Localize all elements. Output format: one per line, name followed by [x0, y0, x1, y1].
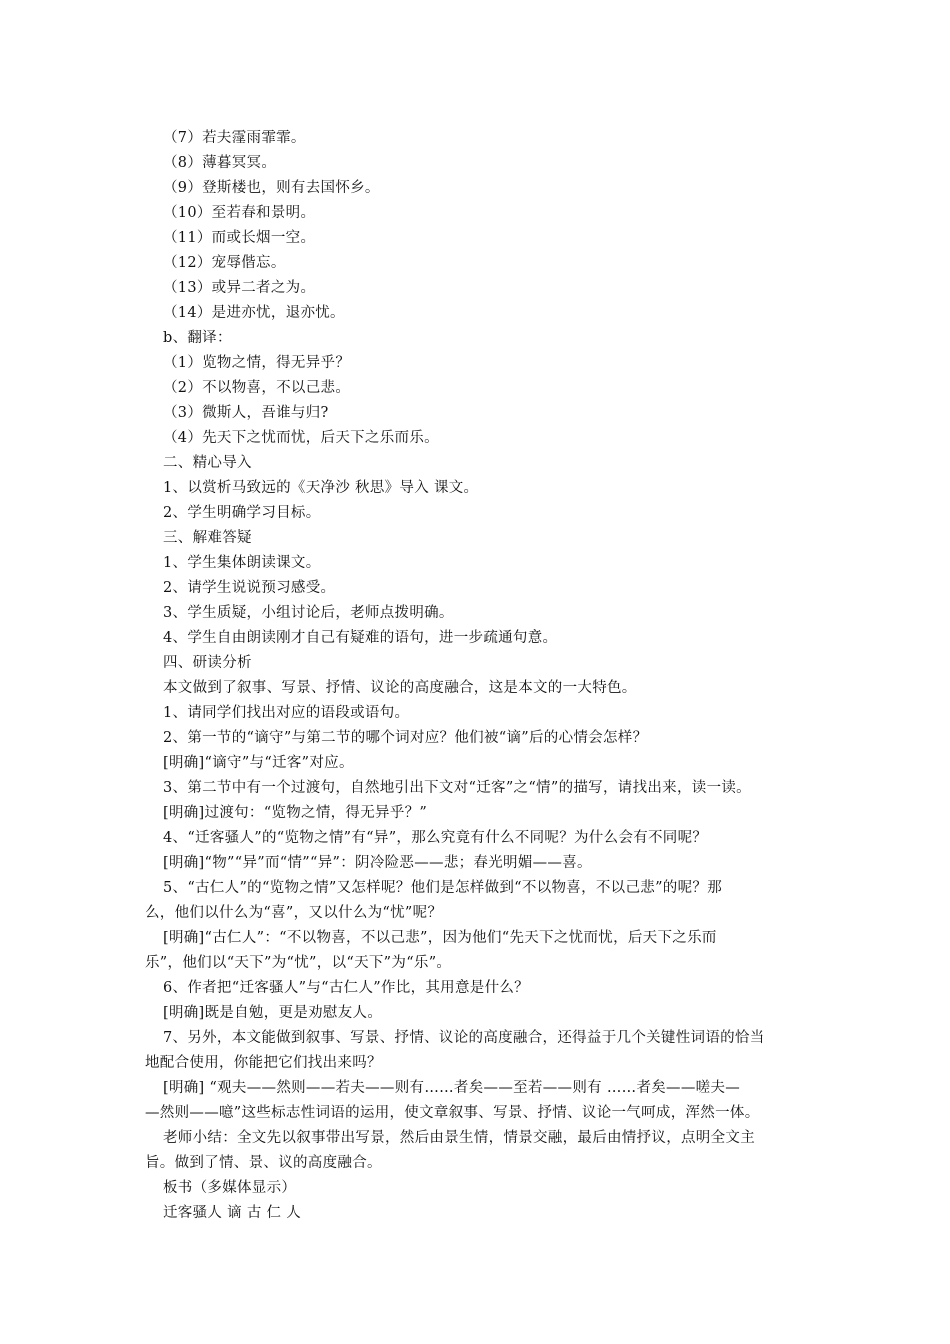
text-line: 老师小结：全文先以叙事带出写景，然后由景生情，情景交融，最后由情抒议，点明全文主 [163, 1130, 755, 1146]
text-line: 乐”，他们以“天下”为“忧”，以“天下”为“乐”。 [145, 955, 452, 971]
text-line: （14）是进亦忧，退亦忧。 [163, 305, 345, 321]
text-line: （2）不以物喜，不以己悲。 [163, 380, 351, 396]
text-line: 么，他们以什么为“喜”，又以什么为“忧”呢？ [145, 905, 443, 921]
text-line: 2、请学生说说预习感受。 [163, 580, 336, 596]
text-line: 5、“古仁人”的“览物之情”又怎样呢？他们是怎样做到“不以物喜，不以己悲”的呢？那 [163, 880, 722, 896]
text-line: （3）微斯人，吾谁与归? [163, 405, 329, 421]
text-line: （1）览物之情，得无异乎？ [163, 355, 351, 371]
text-line: 6、作者把“迁客骚人”与“古仁人”作比，其用意是什么？ [163, 980, 529, 996]
text-line: [明确]“物”“异”而“情”“异”：阴冷险恶——悲；春光明媚——喜。 [163, 855, 592, 871]
text-line: （4）先天下之忧而忧，后天下之乐而乐。 [163, 430, 439, 446]
text-line: 板书（多媒体显示） [163, 1180, 297, 1196]
text-line: （12）宠辱偕忘。 [163, 255, 286, 271]
text-line: [明确] “观夫——然则——若夫——则有……者矣——至若——则有 ……者矣——嗟夫— [163, 1080, 741, 1096]
text-line: （13）或异二者之为。 [163, 280, 316, 296]
section-heading: 三、解难答疑 [163, 530, 252, 546]
text-line: [明确]“古仁人”：“不以物喜，不以己悲”，因为他们“先天下之忧而忧，后天下之乐而 [163, 930, 717, 946]
text-line: （9）登斯楼也，则有去国怀乡。 [163, 180, 380, 196]
text-line: 7、另外，本文能做到叙事、写景、抒情、议论的高度融合，还得益于几个关键性词语的恰当 [163, 1030, 765, 1046]
text-line: —然则——噫”这些标志性词语的运用，使文章叙事、写景、抒情、议论一气呵成，浑然一体。 [145, 1105, 760, 1121]
text-line: （10）至若春和景明。 [163, 205, 316, 221]
text-line: 迁客骚人 谪 古 仁 人 [163, 1205, 302, 1221]
text-line: 4、学生自由朗读刚才自己有疑难的语句，进一步疏通句意。 [163, 630, 558, 646]
text-line: 2、第一节的“谪守”与第二节的哪个词对应？他们被“谪”后的心情会怎样？ [163, 730, 648, 746]
text-line: （8）薄暮冥冥。 [163, 155, 277, 171]
text-line: b、翻译： [163, 330, 232, 346]
text-line: [明确]过渡句：“览物之情，得无异乎？” [163, 805, 428, 821]
text-line: 1、学生集体朗读课文。 [163, 555, 321, 571]
text-line: [明确]既是自勉，更是劝慰友人。 [163, 1005, 383, 1021]
text-line: 1、以赏析马致远的《天净沙 秋思》导入 课文。 [163, 480, 479, 496]
text-line: 3、第二节中有一个过渡句，自然地引出下文对“迁客”之“情”的描写，请找出来，读一读。 [163, 780, 751, 796]
text-line: 2、学生明确学习目标。 [163, 505, 321, 521]
text-line: （11）而或长烟一空。 [163, 230, 316, 246]
text-line: 3、学生质疑，小组讨论后，老师点拨明确。 [163, 605, 454, 621]
text-line: 旨。做到了情、景、议的高度融合。 [145, 1155, 382, 1171]
section-heading: 二、精心导入 [163, 455, 252, 471]
text-line: 本文做到了叙事、写景、抒情、议论的高度融合，这是本文的一大特色。 [163, 680, 637, 696]
section-heading: 四、研读分析 [163, 655, 252, 671]
text-line: 地配合使用，你能把它们找出来吗？ [145, 1055, 382, 1071]
text-line: [明确]“谪守”与“迁客”对应。 [163, 755, 354, 771]
text-line: 4、“迁客骚人”的“览物之情”有“异”，那么究竟有什么不同呢？为什么会有不同呢？ [163, 830, 708, 846]
text-line: 1、请同学们找出对应的语段或语句。 [163, 705, 410, 721]
text-line: （7）若夫霪雨霏霏。 [163, 130, 306, 146]
